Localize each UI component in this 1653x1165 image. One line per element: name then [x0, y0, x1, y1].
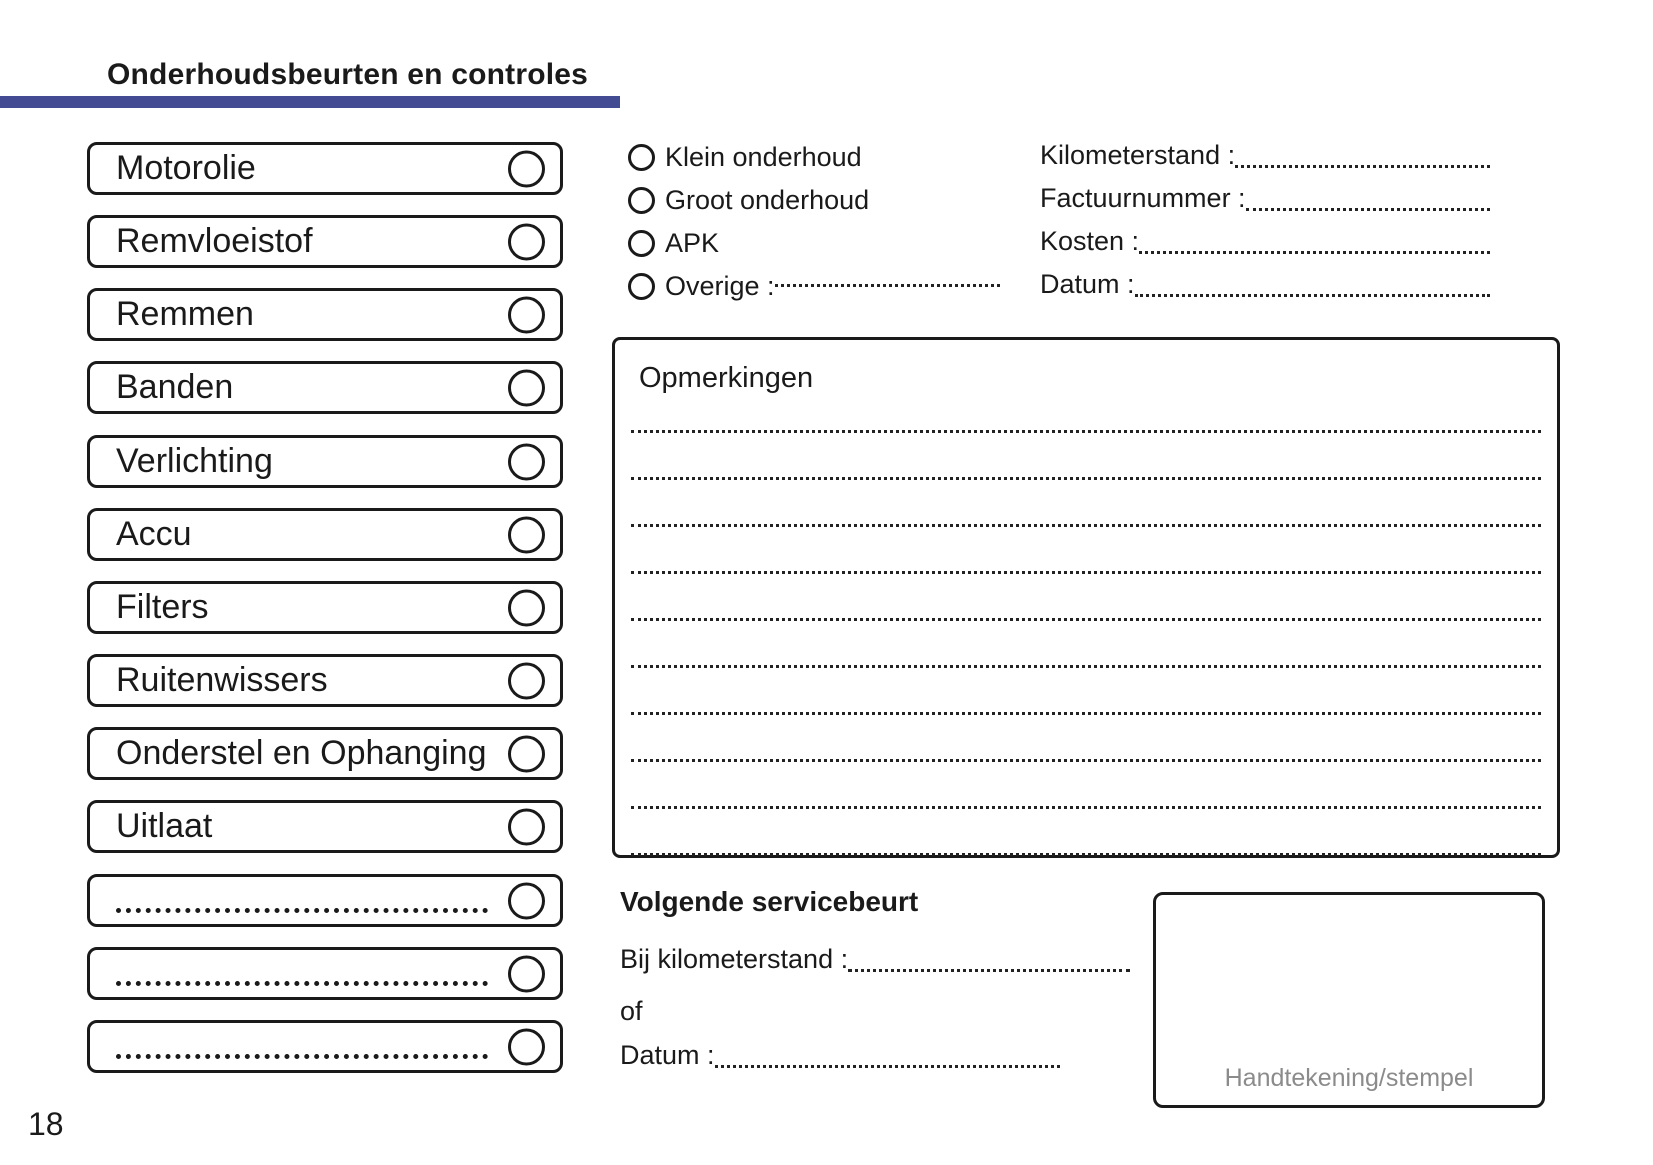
next-service-date-label: Datum : [620, 1040, 715, 1070]
check-circle-icon[interactable] [508, 223, 545, 260]
check-circle-icon[interactable] [508, 589, 545, 626]
remarks-lines [631, 386, 1541, 856]
page-number: 18 [28, 1106, 64, 1142]
radio-circle-icon[interactable] [628, 230, 655, 257]
check-circle-icon[interactable] [508, 516, 545, 553]
check-circle-icon[interactable] [508, 296, 545, 333]
remarks-write-in-line[interactable] [631, 386, 1541, 433]
field-label: Datum : [1040, 269, 1135, 299]
kosten-write-in-line[interactable] [1139, 251, 1490, 254]
check-circle-icon[interactable] [508, 1028, 545, 1065]
remarks-write-in-line[interactable] [631, 762, 1541, 809]
checklist-row-uitlaat [87, 800, 563, 853]
next-service-date-field [620, 1040, 1060, 1074]
checklist-label: Banden [116, 368, 234, 406]
next-service-title: Volgende servicebeurt [620, 886, 919, 917]
checklist-row-verlichting [87, 435, 563, 488]
remarks-write-in-line[interactable] [631, 527, 1541, 574]
check-circle-icon[interactable] [508, 443, 545, 480]
checklist-label: Verlichting [116, 442, 273, 480]
check-circle-icon[interactable] [508, 808, 545, 845]
checklist-label: Remmen [116, 295, 254, 333]
remarks-write-in-line[interactable] [631, 809, 1541, 856]
checklist-label: Motorolie [116, 149, 256, 187]
checklist-row-ruitenwissers [87, 654, 563, 707]
field-label: Kilometerstand : [1040, 140, 1236, 170]
remarks-write-in-line[interactable] [631, 621, 1541, 668]
next-service-km-field [620, 944, 1130, 978]
checklist-row-onderstel-en-ophanging [87, 727, 563, 780]
datum-write-in-line[interactable] [1135, 294, 1490, 297]
radio-label: Klein onderhoud [665, 141, 862, 172]
remarks-write-in-line[interactable] [631, 480, 1541, 527]
checklist-row-motorolie [87, 142, 563, 195]
check-circle-icon[interactable] [508, 955, 545, 992]
remarks-write-in-line[interactable] [631, 715, 1541, 762]
field-kilometerstand [1040, 140, 1490, 174]
checklist-row-filters [87, 581, 563, 634]
remarks-write-in-line[interactable] [631, 433, 1541, 480]
field-kosten [1040, 226, 1490, 260]
check-circle-icon[interactable] [508, 882, 545, 919]
checklist-row-custom-1 [87, 874, 563, 927]
remarks-write-in-line[interactable] [631, 574, 1541, 621]
check-circle-icon[interactable] [508, 369, 545, 406]
signature-stamp-label: Handtekening/stempel [1224, 1064, 1474, 1092]
field-label: Factuurnummer : [1040, 183, 1246, 213]
checklist-label: Remvloeistof [116, 222, 313, 260]
next-service-or-label: of [620, 996, 643, 1026]
checklist-label: Filters [116, 588, 209, 626]
service-type-overige [628, 269, 1000, 303]
checklist-row-custom-3 [87, 1020, 563, 1073]
checklist-label: Uitlaat [116, 807, 213, 845]
service-type-groot-onderhoud [628, 183, 968, 217]
checklist-label: Ruitenwissers [116, 661, 328, 699]
radio-label: Overige : [665, 270, 775, 301]
check-circle-icon[interactable] [508, 662, 545, 699]
write-in-line[interactable] [116, 981, 488, 986]
page-title: Onderhoudsbeurten en controles [107, 58, 589, 91]
kilometerstand-write-in-line[interactable] [1235, 165, 1490, 168]
factuurnummer-write-in-line[interactable] [1246, 208, 1490, 211]
field-label: Kosten : [1040, 226, 1140, 256]
check-circle-icon[interactable] [508, 735, 545, 772]
checklist-row-banden [87, 361, 563, 414]
checklist-label: Onderstel en Ophanging [116, 734, 487, 772]
title-accent-bar [0, 96, 620, 108]
remarks-title: Opmerkingen [639, 362, 814, 394]
signature-stamp-box[interactable] [1153, 892, 1545, 1108]
radio-circle-icon[interactable] [628, 187, 655, 214]
radio-label: APK [665, 227, 720, 258]
next-service-km-write-in-line[interactable] [848, 969, 1130, 972]
remarks-write-in-line[interactable] [631, 668, 1541, 715]
service-type-klein-onderhoud [628, 140, 968, 174]
radio-circle-icon[interactable] [628, 273, 655, 300]
checklist-label: Accu [116, 515, 192, 553]
remarks-box [612, 337, 1560, 858]
write-in-line[interactable] [116, 908, 488, 913]
field-factuurnummer [1040, 183, 1490, 217]
checklist-row-custom-2 [87, 947, 563, 1000]
overige-write-in-line[interactable] [775, 284, 1000, 287]
service-type-apk [628, 226, 968, 260]
checklist-row-remmen [87, 288, 563, 341]
next-service-date-write-in-line[interactable] [715, 1065, 1060, 1068]
radio-circle-icon[interactable] [628, 144, 655, 171]
write-in-line[interactable] [116, 1054, 488, 1059]
next-service-km-label: Bij kilometerstand : [620, 944, 849, 974]
check-circle-icon[interactable] [508, 150, 545, 187]
checklist-row-remvloeistof [87, 215, 563, 268]
checklist-row-accu [87, 508, 563, 561]
field-datum [1040, 269, 1490, 303]
radio-label: Groot onderhoud [665, 184, 870, 215]
